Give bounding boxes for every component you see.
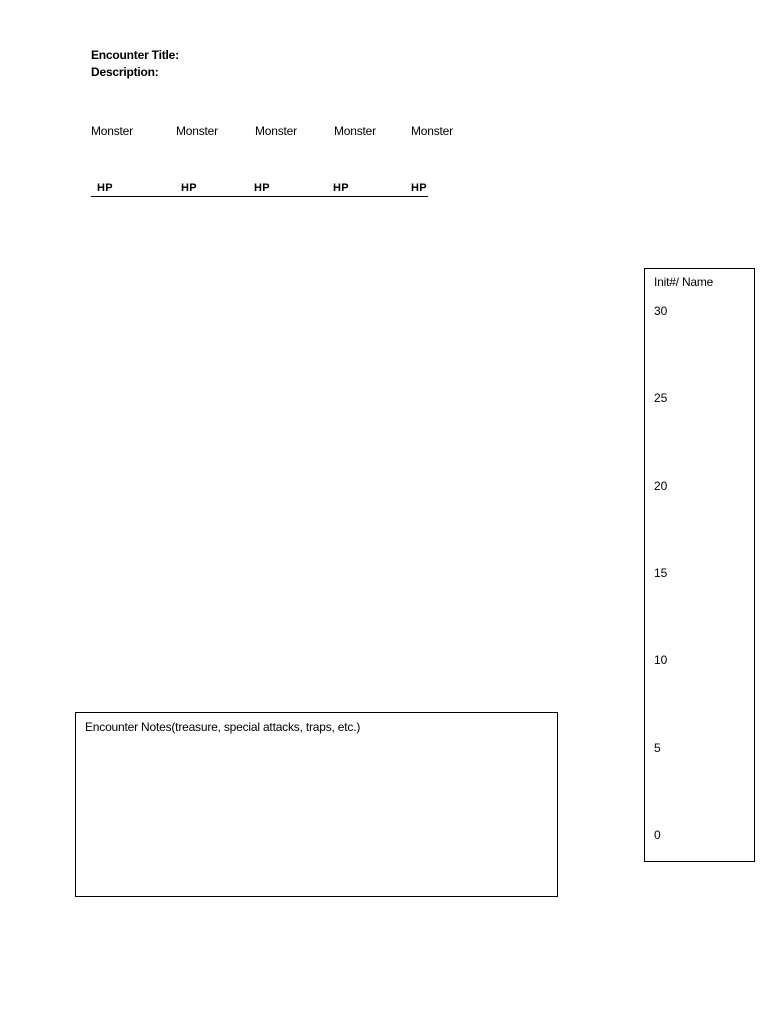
initiative-mark-10: 10 <box>654 653 668 667</box>
initiative-mark-30: 30 <box>654 304 668 318</box>
initiative-tracker <box>644 268 755 862</box>
hp-label-1: HP <box>97 182 113 194</box>
hp-label-5: HP <box>411 182 427 194</box>
hp-label-2: HP <box>181 182 197 194</box>
monster-label-4: Monster <box>334 124 376 138</box>
initiative-mark-20: 20 <box>654 479 668 493</box>
initiative-heading: Init#/ Name <box>654 275 714 289</box>
initiative-mark-25: 25 <box>654 391 668 405</box>
monster-row <box>0 124 500 140</box>
hp-label-3: HP <box>254 182 270 194</box>
initiative-mark-0: 0 <box>654 828 661 842</box>
initiative-mark-15: 15 <box>654 566 668 580</box>
description-label: Description: <box>91 65 159 79</box>
encounter-notes-heading: Encounter Notes(treasure, special attacks, traps, etc.) <box>85 720 361 734</box>
encounter-notes-box <box>75 712 558 897</box>
encounter-title-label: Encounter Title: <box>91 48 179 62</box>
hp-row <box>91 182 428 197</box>
hp-label-4: HP <box>333 182 349 194</box>
initiative-mark-5: 5 <box>654 741 661 755</box>
monster-label-5: Monster <box>411 124 453 138</box>
monster-label-2: Monster <box>176 124 218 138</box>
monster-label-3: Monster <box>255 124 297 138</box>
monster-label-1: Monster <box>91 124 133 138</box>
